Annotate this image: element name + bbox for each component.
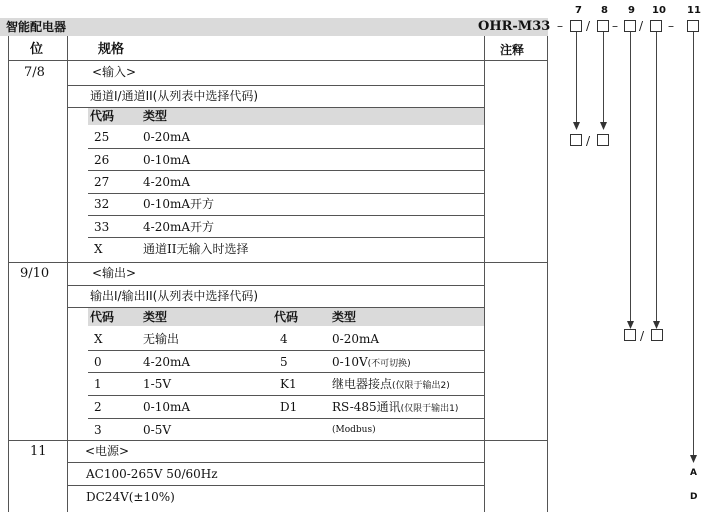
- code-pos-label: 7: [575, 5, 582, 16]
- input-row-code: 27: [94, 175, 110, 189]
- output-row-code: 1: [94, 377, 102, 391]
- input-row-code: 25: [94, 130, 110, 144]
- code-dash: –: [557, 19, 563, 33]
- power-code-a: A: [690, 468, 697, 478]
- header-spec: 规格: [98, 42, 125, 57]
- code-slash: /: [639, 19, 644, 33]
- output-code-box-1: [624, 329, 636, 341]
- arrow-8: [600, 122, 607, 130]
- output-row-note-2: (不可切换): [367, 359, 411, 369]
- output-row-type: 0-5V: [143, 423, 171, 437]
- power-heading: <电源>: [85, 444, 130, 458]
- input-row-code: 26: [94, 153, 110, 167]
- input-row-type: 4-20mA开方: [143, 220, 215, 234]
- output-row-code: 3: [94, 423, 102, 437]
- output-row-type-2-value: 0-10V: [332, 355, 368, 369]
- output-col-type: 类型: [143, 310, 168, 324]
- model-number: OHR-M33: [478, 19, 551, 34]
- code-pos-label: 9: [628, 5, 635, 16]
- code-pos-label: 11: [687, 5, 701, 16]
- output-col-code-2: 代码: [274, 310, 299, 324]
- input-row-type: 通道II无输入时选择: [143, 242, 249, 256]
- output-code-slash: /: [640, 329, 645, 343]
- arrow-7: [573, 122, 580, 130]
- input-row-code: 33: [94, 220, 110, 234]
- arrow-9: [627, 321, 634, 329]
- output-row-type: 0-10mA: [143, 400, 191, 414]
- header-position: 位: [30, 42, 44, 57]
- output-row-code-2: 4: [280, 332, 288, 346]
- input-heading: <输入>: [92, 65, 137, 79]
- input-row-type: 0-10mA开方: [143, 197, 215, 211]
- power-row-text: DC24V(±10%): [86, 490, 175, 504]
- output-row-type: 无输出: [143, 332, 180, 346]
- output-row-note-2: (仅限于输出2): [392, 381, 450, 391]
- input-code-box-1: [570, 134, 582, 146]
- input-row-code: 32: [94, 197, 110, 211]
- power-code-d: D: [690, 492, 698, 502]
- input-col-type: 类型: [143, 109, 168, 123]
- output-row-code-2: 5: [280, 355, 288, 369]
- output-row-code-2: D1: [280, 400, 298, 414]
- output-col-code: 代码: [90, 310, 115, 324]
- output-row-code: 0: [94, 355, 102, 369]
- output-row-code-2: K1: [280, 377, 297, 391]
- output-row-note-2: (Modbus): [332, 425, 376, 435]
- output-row-type-2: 0-20mA: [332, 332, 380, 346]
- code-dash: –: [612, 19, 618, 33]
- output-row-type: 1-5V: [143, 377, 171, 391]
- input-position: 7/8: [24, 65, 45, 80]
- input-row-type: 0-10mA: [143, 153, 191, 167]
- arrow-10: [653, 321, 660, 329]
- code-dash: –: [668, 19, 674, 33]
- output-row-code: X: [94, 332, 103, 346]
- input-description: 通道I/通道II(从列表中选择代码): [90, 89, 259, 103]
- code-pos-label: 10: [652, 5, 666, 16]
- input-row-type: 4-20mA: [143, 175, 191, 189]
- input-row-code: X: [94, 242, 103, 256]
- output-col-type-2: 类型: [332, 310, 357, 324]
- output-position: 9/10: [20, 266, 50, 281]
- arrow-11: [690, 455, 697, 463]
- input-col-code: 代码: [90, 109, 115, 123]
- output-row-type-2-value: RS-485通讯: [332, 400, 401, 414]
- output-row-note-2: (仅限于输出1): [400, 404, 459, 414]
- header-note: 注释: [500, 43, 525, 57]
- power-position: 11: [30, 444, 47, 459]
- output-description: 输出I/输出II(从列表中选择代码): [90, 289, 259, 303]
- power-row-text: AC100-265V 50/60Hz: [86, 467, 218, 481]
- output-heading: <输出>: [92, 266, 137, 280]
- code-pos-label: 8: [601, 5, 608, 16]
- product-title: 智能配电器: [6, 20, 67, 34]
- output-row-code: 2: [94, 400, 102, 414]
- code-slash: /: [586, 19, 591, 33]
- output-row-type-2-value: 继电器接点: [332, 377, 393, 391]
- output-code-box-2: [651, 329, 663, 341]
- input-code-slash: /: [586, 134, 591, 148]
- output-row-type: 4-20mA: [143, 355, 191, 369]
- input-code-box-2: [597, 134, 609, 146]
- input-row-type: 0-20mA: [143, 130, 191, 144]
